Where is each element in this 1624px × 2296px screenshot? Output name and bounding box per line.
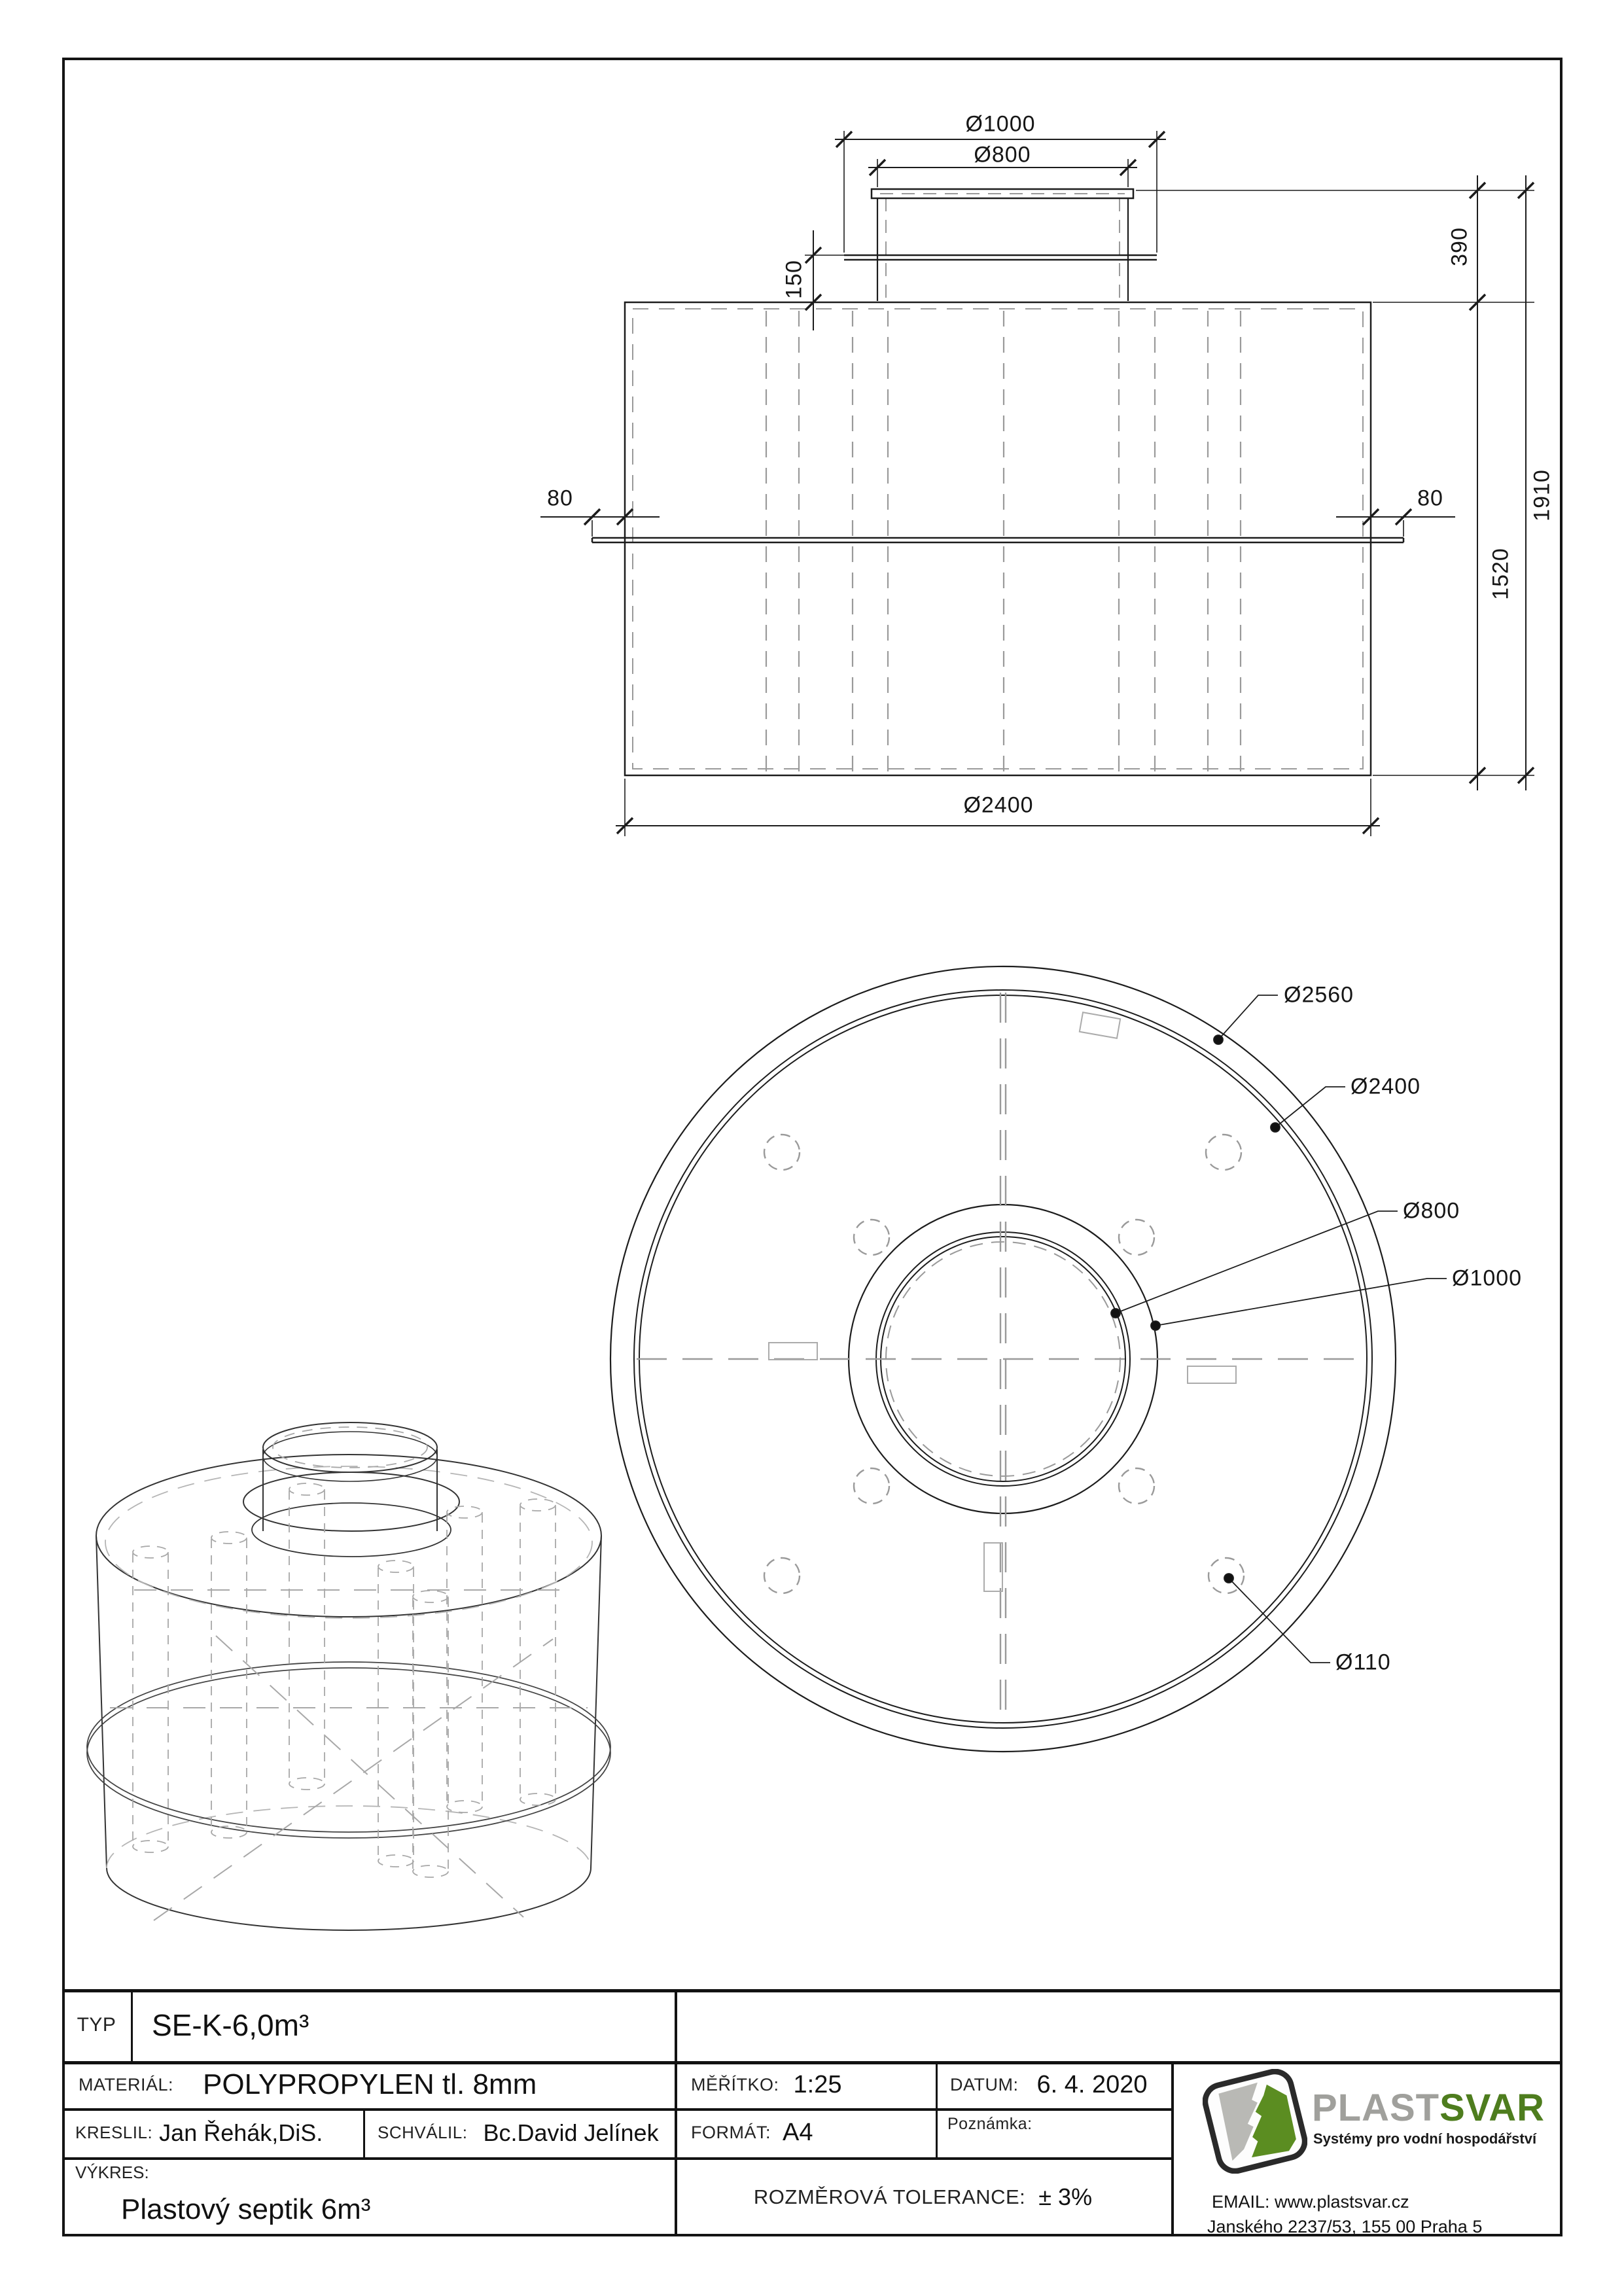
note-label: Poznámka: xyxy=(947,2115,1033,2133)
logo-tagline: Systémy pro vodní hospodářství xyxy=(1313,2130,1537,2147)
drawing-name-label: VÝKRES: xyxy=(75,2163,149,2182)
dim-chain-right xyxy=(1470,175,1534,790)
top-view xyxy=(610,966,1447,1752)
dim-label-front-diameter-800: Ø800 xyxy=(974,142,1031,168)
titleblock-line xyxy=(1171,2061,1174,2236)
dim-label-top-diameter-110: Ø110 xyxy=(1335,1650,1391,1675)
dim-label-front-80-right: 80 xyxy=(1417,486,1443,511)
material-cell xyxy=(62,2061,675,2108)
dim-label-top-diameter-2560: Ø2560 xyxy=(1284,982,1354,1008)
scale-cell xyxy=(675,2061,936,2108)
dim-label-top-diameter-800: Ø800 xyxy=(1403,1198,1460,1224)
drawn-by-value: Jan Řehák,DiS. xyxy=(159,2119,323,2146)
dim-label-front-diameter-2400: Ø2400 xyxy=(963,792,1034,818)
dim-label-front-150: 150 xyxy=(781,260,807,299)
dim-label-top-diameter-2400: Ø2400 xyxy=(1350,1074,1421,1099)
dim-label-front-390: 390 xyxy=(1447,227,1472,266)
typ-value: SE-K-6,0m³ xyxy=(152,2008,309,2042)
drawn-by-label: KRESLIL: xyxy=(75,2123,153,2142)
approved-by-cell xyxy=(363,2108,675,2157)
typ-cell xyxy=(62,1989,131,2061)
plastsvar-wordmark xyxy=(1312,2086,1545,2130)
logo-address: Janského 2237/53, 155 00 Praha 5 xyxy=(1207,2217,1483,2236)
isometric-view xyxy=(87,1422,610,1930)
material-value: POLYPROPYLEN tl. 8mm xyxy=(203,2068,537,2100)
date-cell xyxy=(936,2061,1171,2108)
format-value: A4 xyxy=(783,2119,813,2146)
material-label: MATERIÁL: xyxy=(79,2074,174,2094)
logo-email: EMAIL: www.plastsvar.cz xyxy=(1212,2192,1409,2212)
tolerance-cell xyxy=(675,2157,1171,2236)
drawn-by-cell xyxy=(62,2108,363,2157)
approved-by-value: Bc.David Jelínek xyxy=(483,2119,659,2146)
date-label: DATUM: xyxy=(950,2074,1019,2094)
dim-label-front-1910: 1910 xyxy=(1529,469,1555,521)
dim-label-front-1520: 1520 xyxy=(1488,548,1513,600)
centerlines xyxy=(637,993,1369,1725)
format-cell xyxy=(675,2108,936,2157)
date-value: 6. 4. 2020 xyxy=(1036,2070,1148,2098)
wordmark-plast: PLAST xyxy=(1312,2087,1440,2129)
dim-label-front-diameter-1000: Ø1000 xyxy=(965,111,1036,137)
tolerance-value: ± 3% xyxy=(1038,2183,1093,2210)
plastsvar-logo-icon xyxy=(1203,2069,1307,2174)
front-view xyxy=(540,131,1534,836)
dim-label-top-diameter-1000: Ø1000 xyxy=(1452,1265,1523,1291)
tolerance-label: ROZMĚROVÁ TOLERANCE: xyxy=(753,2185,1026,2208)
riser-holes xyxy=(764,1135,1244,1593)
typ-value-cell xyxy=(131,1989,589,2061)
format-label: FORMÁT: xyxy=(691,2123,771,2142)
scale-label: MĚŘÍTKO: xyxy=(691,2074,779,2094)
iso-hidden-lines xyxy=(110,1590,588,1920)
fitting-notches xyxy=(769,1012,1236,1591)
scale-value: 1:25 xyxy=(793,2070,842,2098)
dim-label-front-80-left: 80 xyxy=(547,486,573,511)
typ-label: TYP xyxy=(77,2014,116,2036)
neck xyxy=(844,189,1157,301)
approved-by-label: SCHVÁLIL: xyxy=(378,2123,468,2142)
wordmark-svar: SVAR xyxy=(1439,2087,1545,2129)
note-cell xyxy=(936,2108,1171,2157)
drawing-name-value: Plastový septik 6m³ xyxy=(121,2193,371,2225)
